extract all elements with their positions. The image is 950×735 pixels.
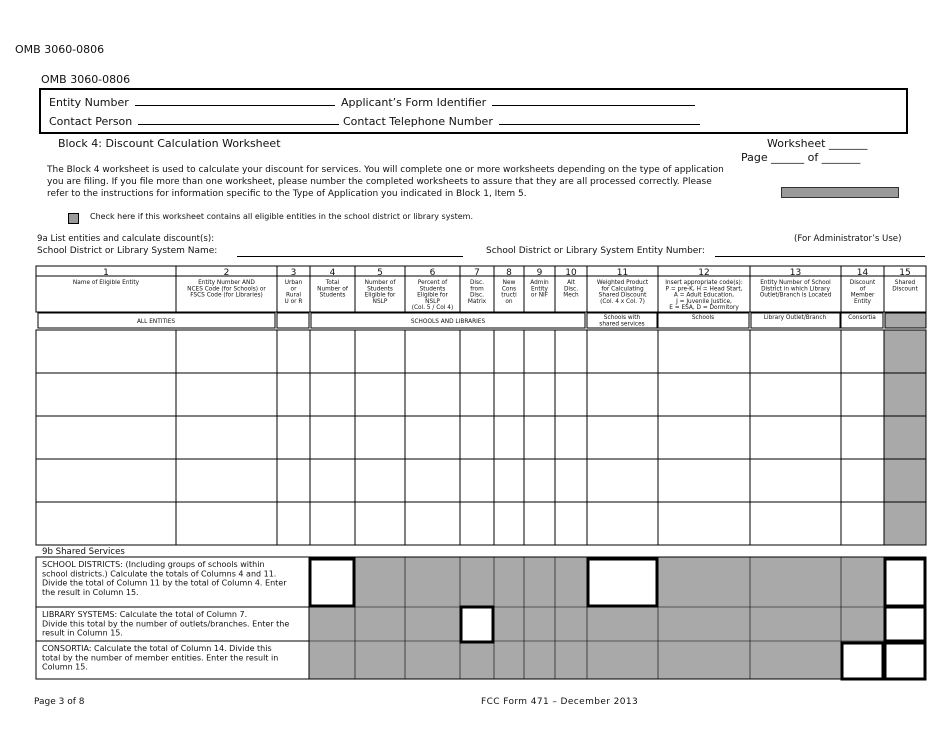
entity-cell xyxy=(494,459,524,502)
entity-cell xyxy=(310,416,355,459)
entity-cell xyxy=(494,416,524,459)
applicant-form-identifier-label: Applicant’s Form Identifier xyxy=(341,96,487,109)
group-library-outlet-label: Library Outlet/Branch xyxy=(763,315,827,321)
column-header-text: NSLP xyxy=(372,298,388,305)
group-schools-label: Schools xyxy=(691,315,715,321)
entity-cell xyxy=(36,373,176,416)
column-header-text: Alt xyxy=(567,280,575,286)
entity-cell xyxy=(355,330,405,373)
column-header-text: Eligible for xyxy=(417,292,448,299)
shared-services-row-1-label: school districts.) Calculate the totals of Columns 4 and 11. xyxy=(42,569,277,579)
entity-cell xyxy=(524,502,555,545)
column-header-text: of xyxy=(859,286,866,293)
shared-services-row-3-label: total by the number of member entities. Enter the result in xyxy=(42,653,279,663)
block-title: Block 4: Discount Calculation Worksheet xyxy=(58,137,281,150)
column-number-11: 11 xyxy=(616,268,629,278)
column-header-text: tructi xyxy=(501,292,517,299)
entity-cell xyxy=(277,459,310,502)
entity-cell xyxy=(555,330,587,373)
entity-cell xyxy=(587,330,658,373)
column-header-text: Member xyxy=(850,292,875,299)
entity-cell xyxy=(750,330,841,373)
entity-cell xyxy=(841,459,884,502)
contact-person-label: Contact Person xyxy=(49,115,133,128)
column-header-text: Total xyxy=(325,280,340,286)
column-header-text: or xyxy=(290,286,297,293)
entity-cell xyxy=(36,459,176,502)
entity-cell xyxy=(405,373,460,416)
column-header-text: Disc. xyxy=(469,280,485,286)
entity-cell xyxy=(884,416,926,459)
column-header-text: Weighted Product xyxy=(596,280,649,286)
district-entity-number-label: School District or Library System Entity Number: xyxy=(486,246,705,256)
entity-cell xyxy=(884,330,926,373)
section-9b-title: 9b Shared Services xyxy=(42,547,125,557)
entity-cell xyxy=(555,373,587,416)
column-header-text: Shared xyxy=(894,280,916,286)
column-header-text: Discount xyxy=(892,286,918,293)
entity-cell xyxy=(841,373,884,416)
entity-cell xyxy=(36,330,176,373)
column-number-15: 15 xyxy=(899,268,911,278)
entity-cell xyxy=(658,459,750,502)
column-header-text: Mech xyxy=(563,292,579,299)
admin-use-label: (For Administrator’s Use) xyxy=(794,234,902,244)
column-header-text: Matrix xyxy=(467,298,487,305)
school-districts-col4-input xyxy=(310,559,354,606)
column-header-text: Students xyxy=(319,292,346,299)
group-shared-services-label: Schools with xyxy=(603,315,641,321)
group-consortia-label: Consortia xyxy=(848,315,876,321)
column-number-13: 13 xyxy=(789,268,802,278)
school-districts-col11-input xyxy=(588,559,657,606)
column-header-text: A = Adult Education, xyxy=(673,292,735,299)
entity-cell xyxy=(750,459,841,502)
consortia-col14-input xyxy=(842,643,883,679)
entity-cell xyxy=(176,330,277,373)
entity-cell xyxy=(277,330,310,373)
intro-line-2: you are filing. If you file more than one worksheet, please number the completed worksheets to assure that they are all processed correctly. Please xyxy=(47,177,712,187)
contact-telephone-label: Contact Telephone Number xyxy=(343,115,493,128)
column-header-text: Entity Number of School xyxy=(760,280,831,286)
entity-cell xyxy=(587,373,658,416)
column-header-text: Disc. xyxy=(469,292,485,299)
entity-cell xyxy=(36,416,176,459)
entity-cell xyxy=(524,416,555,459)
column-header-text: Urban xyxy=(284,280,303,286)
column-number-6: 6 xyxy=(429,268,436,278)
column-header-text: Insert appropriate code(s): xyxy=(665,280,743,286)
group-all-entities-label: ALL ENTITIES xyxy=(136,319,176,325)
entity-cell xyxy=(176,416,277,459)
entity-number-label: Entity Number xyxy=(49,96,129,109)
entity-cell xyxy=(841,416,884,459)
entity-cell xyxy=(405,330,460,373)
entity-cell xyxy=(310,502,355,545)
column-header-text: Number of xyxy=(317,286,348,293)
column-header-text: Name of Eligible Entity xyxy=(72,280,140,286)
column-header-text: Entity xyxy=(854,298,871,305)
column-number-2: 2 xyxy=(223,268,230,278)
entity-cell xyxy=(658,502,750,545)
column-header-text: Students xyxy=(419,286,446,293)
column-number-8: 8 xyxy=(506,268,512,278)
column-header-text: Entity Number AND xyxy=(198,280,255,286)
checkbox-label: Check here if this worksheet contains all eligible entities in the school district or library system. xyxy=(90,212,474,221)
entity-cell xyxy=(555,416,587,459)
column-header-text: Admin xyxy=(530,280,549,286)
entity-cell xyxy=(176,373,277,416)
entity-cell xyxy=(494,502,524,545)
entity-cell xyxy=(494,373,524,416)
entity-cell xyxy=(658,416,750,459)
column-number-9: 9 xyxy=(536,268,543,278)
page-number: Page 3 of 8 xyxy=(34,697,85,707)
entity-cell xyxy=(658,373,750,416)
entity-cell xyxy=(310,373,355,416)
column-header-text: (Col. 4 x Col. 7) xyxy=(600,298,645,305)
entity-cell xyxy=(587,502,658,545)
column-number-5: 5 xyxy=(377,268,383,278)
intro-line-3: refer to the instructions for information specific to the Type of Application you indicated in Block 1, Item 5. xyxy=(47,189,527,199)
column-header-text: Number of xyxy=(364,280,396,286)
shared-services-row-1-label: Divide the total of Column 11 by the total of Column 4. Enter xyxy=(42,578,287,588)
library-systems-col7-input xyxy=(461,607,493,642)
entity-cell xyxy=(658,330,750,373)
entity-cell xyxy=(405,416,460,459)
column-header-text: on xyxy=(505,298,513,305)
column-number-1: 1 xyxy=(103,268,109,278)
column-header-text: J = Juvenile Justice, xyxy=(676,298,732,305)
group-blank xyxy=(277,313,309,328)
entity-cell xyxy=(750,373,841,416)
group-shared-discount-shade xyxy=(885,313,926,328)
entity-cell xyxy=(277,416,310,459)
column-header-text: Eligible for xyxy=(364,292,396,299)
shared-services-row-1-label: SCHOOL DISTRICTS: (Including groups of schools within xyxy=(42,560,265,569)
entity-cell xyxy=(524,373,555,416)
column-number-12: 12 xyxy=(698,268,710,278)
consortia-col15-input xyxy=(885,643,925,679)
shared-services-row-3-label: Column 15. xyxy=(42,662,88,672)
entity-cell xyxy=(555,459,587,502)
omb-number-top: OMB 3060-0806 xyxy=(15,43,105,56)
entity-cell xyxy=(176,502,277,545)
column-header-text: Students xyxy=(367,286,393,293)
group-shared-services-label: shared services xyxy=(599,321,645,328)
entity-cell xyxy=(555,502,587,545)
entity-cell xyxy=(884,459,926,502)
entity-cell xyxy=(524,459,555,502)
column-header-text: District in which Library xyxy=(761,286,830,293)
entity-cell xyxy=(176,459,277,502)
column-header-text: P = pre-K, H = Head Start, xyxy=(665,286,743,293)
column-number-14: 14 xyxy=(856,268,869,278)
entity-cell xyxy=(750,502,841,545)
entity-cell xyxy=(841,502,884,545)
entity-cell xyxy=(277,502,310,545)
entity-cell xyxy=(460,330,494,373)
worksheet-number[interactable]: Worksheet _______ xyxy=(767,137,868,150)
shared-services-row-1-label: the result in Column 15. xyxy=(42,587,139,597)
entity-cell xyxy=(355,459,405,502)
column-header-text: New xyxy=(502,280,516,286)
column-header-text: U or R xyxy=(284,298,303,305)
entity-cell xyxy=(841,330,884,373)
column-header-text: (Col. 5 / Col 4) xyxy=(411,305,454,312)
entity-cell xyxy=(355,416,405,459)
entity-cell xyxy=(277,373,310,416)
entity-cell xyxy=(310,459,355,502)
library-systems-col15-input xyxy=(885,607,925,641)
shared-services-row-2-label: result in Column 15. xyxy=(42,628,123,638)
column-header-text: Outlet/Branch is Located xyxy=(759,292,832,299)
entity-cell xyxy=(460,502,494,545)
shared-services-row-2-label: Divide this total by the number of outlets/branches. Enter the xyxy=(42,619,290,629)
entity-cell xyxy=(494,330,524,373)
column-header-text: from xyxy=(470,286,484,293)
column-number-3: 3 xyxy=(290,268,297,278)
entity-cell xyxy=(36,502,176,545)
column-header-text: for Calculating xyxy=(601,286,644,293)
shared-services-row-2-label: LIBRARY SYSTEMS: Calculate the total of Column 7. xyxy=(42,610,248,619)
entity-cell xyxy=(355,502,405,545)
column-header-text: Rural xyxy=(286,292,301,299)
entity-cell xyxy=(587,459,658,502)
intro-line-1: The Block 4 worksheet is used to calculate your discount for services. You will complete one or more worksheets depending on the type of application xyxy=(47,165,724,175)
column-header-text: NSLP xyxy=(425,298,440,305)
entity-cell xyxy=(524,330,555,373)
column-header-text: or NIF xyxy=(530,292,549,299)
shared-services-row-3-label: CONSORTIA: Calculate the total of Column 14. Divide this xyxy=(42,644,272,653)
form-number: FCC Form 471 – December 2013 xyxy=(481,697,639,707)
page-of-count[interactable]: Page ______ of _______ xyxy=(741,151,861,164)
entity-cell xyxy=(750,416,841,459)
entity-cell xyxy=(355,373,405,416)
column-header-text: Disc. xyxy=(563,286,579,293)
group-schools-and-libraries-label: SCHOOLS AND LIBRARIES xyxy=(410,319,486,325)
omb-number: OMB 3060-0806 xyxy=(41,73,131,86)
column-number-7: 7 xyxy=(474,268,480,278)
entity-cell xyxy=(460,416,494,459)
column-header-text: Percent of xyxy=(417,280,448,286)
entity-cell xyxy=(460,459,494,502)
column-header-text: Entity xyxy=(531,286,548,293)
column-header-text: Cons xyxy=(501,286,517,293)
district-name-label: School District or Library System Name: xyxy=(37,246,218,256)
column-number-4: 4 xyxy=(329,268,336,278)
column-header-text: FSCS Code (for Libraries) xyxy=(190,292,263,299)
column-header-text: E = ESA, D = Dormitory xyxy=(669,305,739,312)
column-header-text: NCES Code (for Schools) or xyxy=(187,286,266,293)
section-9a-title: 9a List entities and calculate discount(s): xyxy=(37,234,215,244)
column-number-10: 10 xyxy=(565,268,577,278)
column-header-text: Discount xyxy=(849,280,876,286)
column-header-text: Shared Discount xyxy=(598,292,647,299)
entity-cell xyxy=(884,502,926,545)
entity-cell xyxy=(460,373,494,416)
school-districts-col15-input xyxy=(885,559,925,606)
entity-cell xyxy=(310,330,355,373)
entity-cell xyxy=(587,416,658,459)
entity-cell xyxy=(405,459,460,502)
entity-cell xyxy=(405,502,460,545)
entity-cell xyxy=(884,373,926,416)
